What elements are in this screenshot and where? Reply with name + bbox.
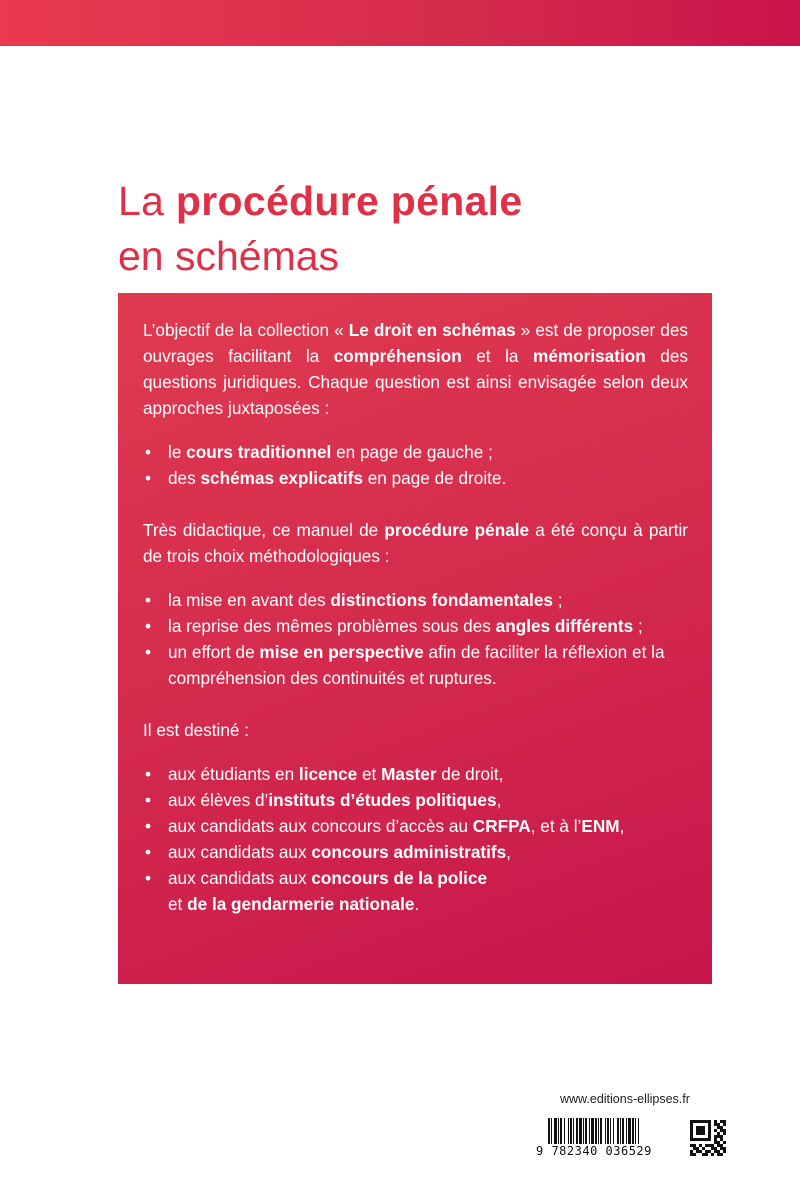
list-item: • la reprise des mêmes problèmes sous des angles différents ; (143, 613, 688, 639)
audience-intro: Il est destiné : (143, 720, 250, 740)
qr-code-icon (690, 1120, 726, 1156)
isbn-digits: 9 782340 036529 (536, 1144, 652, 1158)
list-item: • aux étudiants en licence et Master de droit, (143, 761, 688, 787)
methods-list (143, 587, 688, 691)
description-panel (118, 293, 712, 984)
approaches-list (143, 439, 688, 491)
intro-paragraph: L’objectif de la collection « Le droit en schémas » est de proposer des ouvrages facilitant la compréhension et la mémorisation des questions juridiques. Chaque question est ainsi envisagée selon deux approches juxtaposées : (143, 320, 688, 418)
list-item: • aux candidats aux concours d’accès au CRFPA, et à l’ENM, (143, 813, 688, 839)
list-item: • aux candidats aux concours administratifs, (143, 839, 688, 865)
title-subtitle: en schémas (118, 233, 340, 279)
list-item: • aux candidats aux concours de la police et de la gendarmerie nationale. (143, 865, 688, 917)
title-prefix: La (118, 178, 176, 224)
title-bold: procédure pénale (175, 178, 523, 224)
book-title (118, 178, 523, 279)
list-item: • aux élèves d’instituts d’études politiques, (143, 787, 688, 813)
list-item: • le cours traditionnel en page de gauche ; (143, 439, 688, 465)
audience-list (143, 761, 688, 917)
list-item: • un effort de mise en perspective afin de faciliter la réflexion et la compréhension des continuités et ruptures. (143, 639, 688, 691)
top-color-band (0, 0, 800, 46)
publisher-website: www.editions-ellipses.fr (560, 1092, 690, 1106)
method-paragraph: Très didactique, ce manuel de procédure pénale a été conçu à partir de trois choix méthodologiques : (143, 520, 689, 566)
list-item: • des schémas explicatifs en page de droite. (143, 465, 688, 491)
list-item: • la mise en avant des distinctions fondamentales ; (143, 587, 688, 613)
